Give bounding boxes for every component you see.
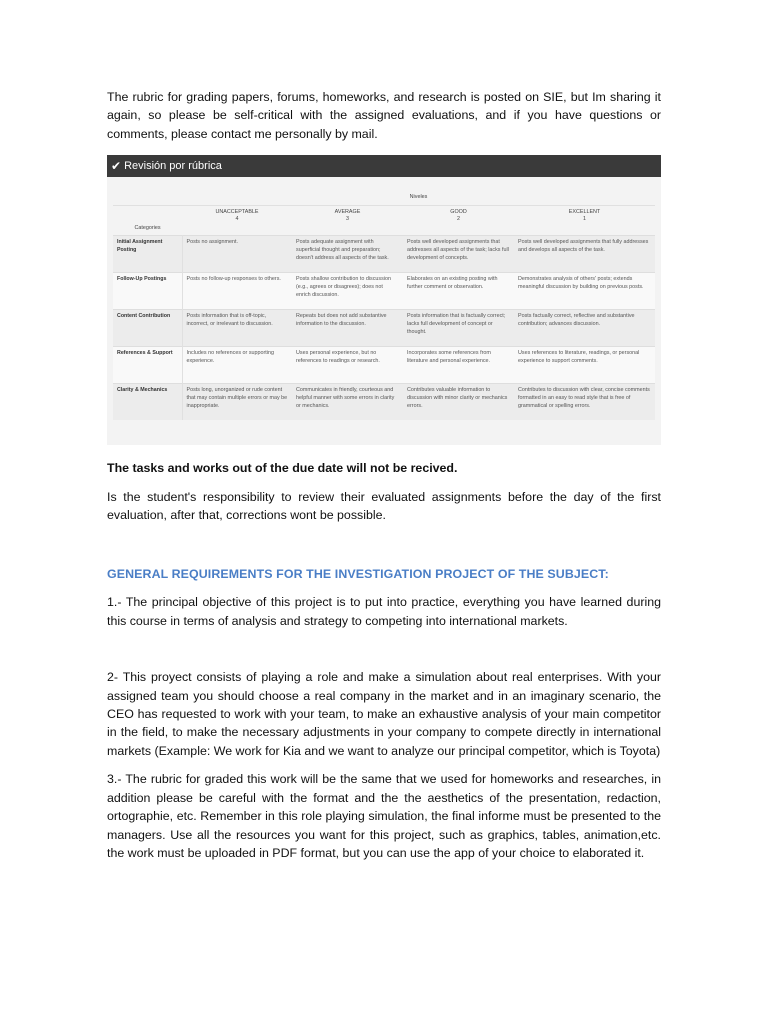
criterion-cell: Follow-Up Postings: [113, 273, 182, 310]
rubric-panel: [107, 155, 661, 445]
rubric-cell: Contributes valuable information to discussion with minor clarity or mechanics errors.: [403, 384, 514, 421]
criterion-cell: Clarity & Mechanics: [113, 384, 182, 421]
due-date-notice: The tasks and works out of the due date will not be recived.: [107, 461, 458, 476]
niveles-header: Niveles: [182, 191, 655, 205]
rubric-cell: Incorporates some references from literature and personal experience.: [403, 347, 514, 384]
rubric-cell: Posts no follow-up responses to others.: [182, 273, 292, 310]
rubric-cell: Posts factually correct, reflective and substantive contribution; advances discussion.: [514, 310, 655, 347]
requirements-heading: GENERAL REQUIREMENTS FOR THE INVESTIGATION PROJECT OF THE SUBJECT:: [107, 567, 609, 582]
rubric-cell: Contributes to discussion with clear, concise comments formatted in an easy to read style that is free of grammatical or spelling errors.: [514, 384, 655, 421]
document-page: [107, 88, 661, 862]
rubric-cell: Uses references to literature, readings, or personal experience to support comments.: [514, 347, 655, 384]
criterion-cell: Content Contribution: [113, 310, 182, 347]
rubric-table: [113, 191, 655, 420]
rubric-cell: Posts shallow contribution to discussion (e.g., agrees or disagrees); does not enrich discussion.: [292, 273, 403, 310]
table-row: [113, 273, 655, 310]
table-row: [113, 236, 655, 273]
intro-paragraph: The rubric for grading papers, forums, homeworks, and research is posted on SIE, but Im sharing it again, so please be self-critical with the assigned evaluations, and if you have questions or comments, please contact me personally by mail.: [107, 90, 661, 141]
rubric-cell: Elaborates on an existing posting with further comment or observation.: [403, 273, 514, 310]
rubric-cell: Posts no assignment.: [182, 236, 292, 273]
rubric-cell: Posts adequate assignment with superficial thought and preparation; doesn't address all aspects of the task.: [292, 236, 403, 273]
requirement-item-2: 2- This proyect consists of playing a role and make a simulation about real enterprises. With your assigned team you should choose a real company in the market and in an imaginary scenario, the CEO has requested to work with your team, to make an exhaustive analysis of your main competitor in the field, to make the necessary adjustments in your company to compete directly in international markets (Example: We work for Kia and we want to analyze our principal competitor, which is Toyota): [107, 670, 661, 758]
rubric-cell: Posts information that is factually correct; lacks full development of concept or thought.: [403, 310, 514, 347]
rubric-cell: Posts information that is off-topic, incorrect, or irrelevant to discussion.: [182, 310, 292, 347]
checkmark-icon: ✔: [111, 159, 122, 174]
rubric-cell: Demonstrates analysis of others' posts; extends meaningful discussion by building on previous posts.: [514, 273, 655, 310]
criterion-cell: Initial Assignment Posting: [113, 236, 182, 273]
rubric-cell: Repeats but does not add substantive information to the discussion.: [292, 310, 403, 347]
table-row: [113, 310, 655, 347]
rubric-title: Revisión por rúbrica: [124, 160, 222, 173]
rubric-cell: Posts well developed assignments that addresses all aspects of the task; lacks full development of concepts.: [403, 236, 514, 273]
rubric-title-bar: [107, 155, 661, 177]
criterion-cell: References & Support: [113, 347, 182, 384]
requirement-item-3: 3.- The rubric for graded this work will be the same that we used for homeworks and researches, in addition please be careful with the format and the the aesthetics of the presentation, redaction, ortographie, etc. Remember in this role playing simulation, the final informe must be presented to the managers. Use all the resources you want for this project, such as graphics, tables, animation,etc. the work must be uploaded in PDF format, but you can use the app of your choice to elaborated it.: [107, 772, 661, 860]
rubric-cell: Communicates in friendly, courteous and helpful manner with some errors in clarity or mechanics.: [292, 384, 403, 421]
level-header: AVERAGE 3: [334, 208, 361, 223]
rubric-cell: Includes no references or supporting experience.: [182, 347, 292, 384]
level-header: EXCELLENT 1: [568, 208, 601, 223]
level-header: UNACCEPTABLE 4: [215, 208, 259, 223]
rubric-body: [107, 177, 661, 445]
table-row: [113, 384, 655, 421]
responsibility-paragraph: Is the student's responsibility to review their evaluated assignments before the day of the first evaluation, after that, corrections wont be possible.: [107, 489, 661, 523]
rubric-cell: Posts long, unorganized or rude content that may contain multiple errors or may be inappropriate.: [182, 384, 292, 421]
level-header: GOOD 2: [450, 208, 467, 223]
table-row: [113, 347, 655, 384]
categories-header: Categories: [134, 224, 161, 231]
requirement-item-1: 1.- The principal objective of this project is to put into practice, everything you have learned during this course in terms of analysis and strategy to competing into international markets.: [107, 595, 661, 628]
rubric-cell: Posts well developed assignments that fully addresses and develops all aspects of the task.: [514, 236, 655, 273]
rubric-cell: Uses personal experience, but no references to readings or research.: [292, 347, 403, 384]
